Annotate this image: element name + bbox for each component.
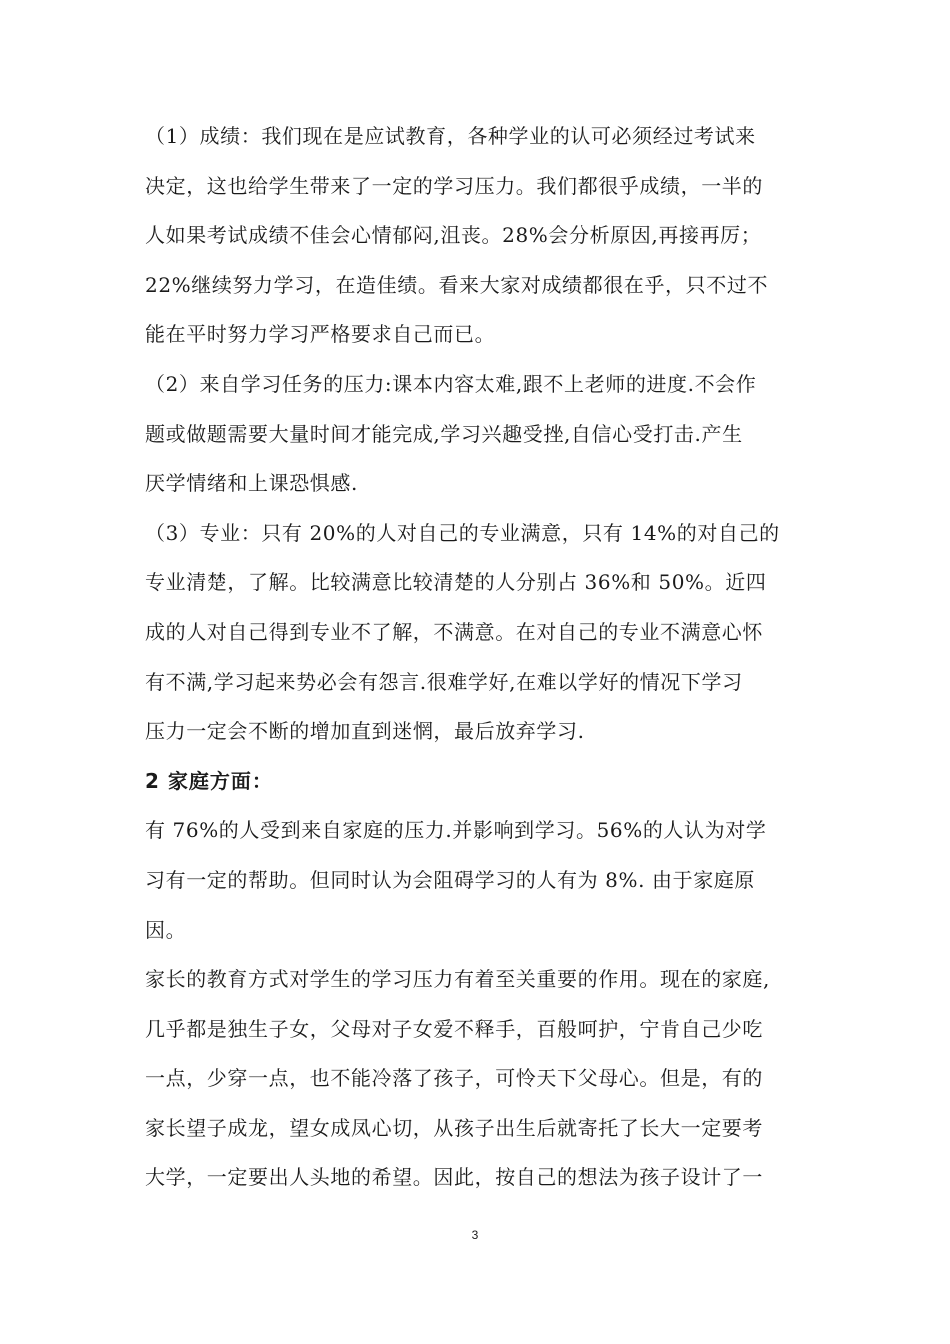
text-line: 题或做题需要大量时间才能完成,学习兴趣受挫,自信心受打击.产生 [145, 421, 743, 446]
text-line: （3）专业：只有 20%的人对自己的专业满意，只有 14%的对自己的 [145, 520, 780, 545]
text-line: （2）来自学习任务的压力:课本内容太难,跟不上老师的进度.不会作 [145, 371, 757, 396]
text-line: 因。 [145, 917, 187, 942]
text-line: 有 76%的人受到来自家庭的压力.并影响到学习。56%的人认为对学 [145, 818, 767, 843]
text-line: 习有一定的帮助。但同时认为会阻碍学习的人有为 8%. 由于家庭原 [145, 867, 756, 892]
text-line: 厌学情绪和上课恐惧感. [145, 471, 358, 496]
section-heading: 2 家庭方面： [145, 768, 273, 793]
text-line: 22%继续努力学习，在造佳绩。看来大家对成绩都很在乎，只不过不 [145, 272, 769, 297]
text-line: 有不满,学习起来势必会有怨言.很难学好,在难以学好的情况下学习 [145, 669, 743, 694]
page-number: 3 [471, 1228, 479, 1242]
text-line: 成的人对自己得到专业不了解，不满意。在对自己的专业不满意心怀 [145, 619, 763, 644]
text-line: 决定，这也给学生带来了一定的学习压力。我们都很乎成绩，一半的 [145, 173, 763, 198]
text-line: 家长望子成龙，望女成凤心切，从孩子出生后就寄托了长大一定要考 [145, 1115, 763, 1140]
text-line: 大学，一定要出人头地的希望。因此，按自己的想法为孩子设计了一 [145, 1165, 763, 1190]
text-line: 人如果考试成绩不佳会心情郁闷,沮丧。28%会分析原因,再接再厉； [145, 223, 762, 248]
text-line: （1）成绩：我们现在是应试教育，各种学业的认可必须经过考试来 [145, 124, 756, 148]
text-line: 能在平时努力学习严格要求自己而已。 [145, 322, 496, 347]
document-body [145, 112, 815, 1203]
text-line: 专业清楚，了解。比较满意比较清楚的人分别占 36%和 50%。近四 [145, 570, 767, 595]
text-line: 压力一定会不断的增加直到迷惘，最后放弃学习. [145, 719, 585, 744]
text-line: 几乎都是独生子女，父母对子女爱不释手，百般呵护，宁肯自己少吃 [145, 1016, 763, 1041]
text-line: 一点，少穿一点，也不能冷落了孩子，可怜天下父母心。但是，有的 [145, 1066, 763, 1091]
text-line: 家长的教育方式对学生的学习压力有着至关重要的作用。现在的家庭, [145, 967, 770, 992]
